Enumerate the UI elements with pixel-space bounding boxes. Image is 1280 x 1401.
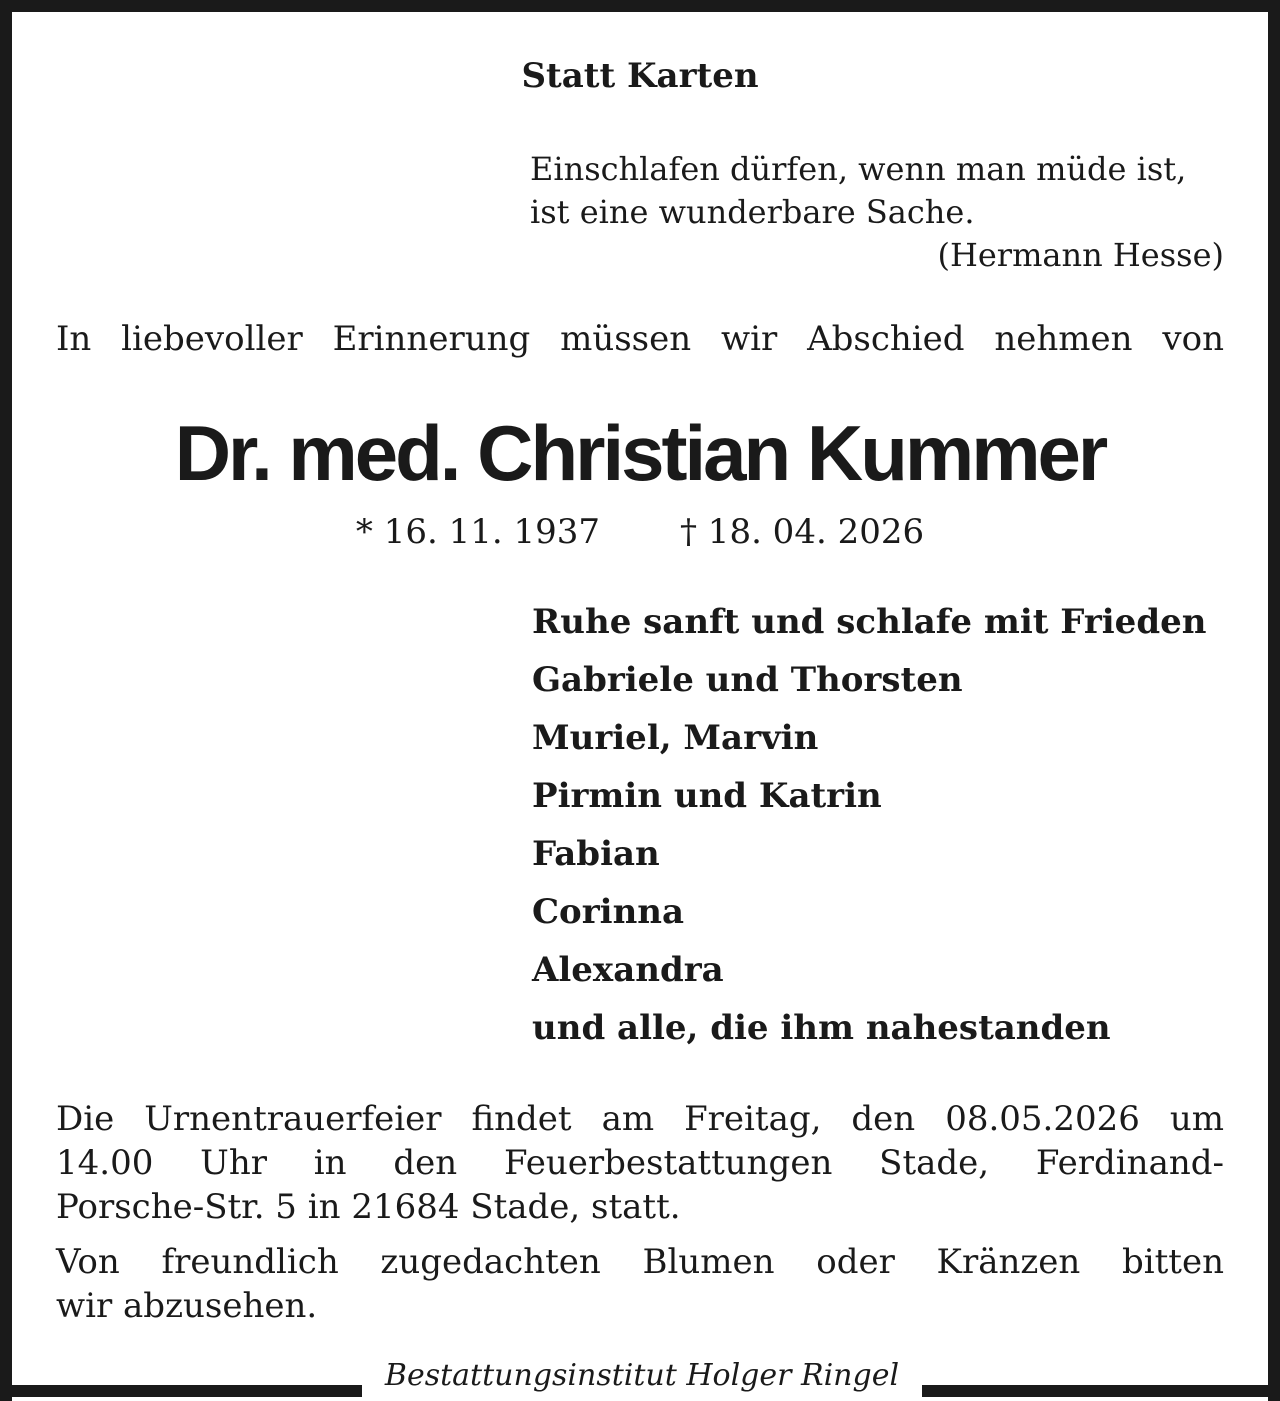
mourner-line: und alle, die ihm nahestanden: [532, 1008, 1111, 1048]
mourner-line: Pirmin und Katrin: [532, 776, 882, 816]
ceremony-line: Porsche-Str. 5 in 21684 Stade, statt.: [56, 1187, 681, 1227]
bottom-rule-left: [0, 1385, 362, 1397]
funeral-home-signature: Bestattungsinstitut Holger Ringel: [384, 1358, 900, 1393]
mourner-line: Muriel, Marvin: [532, 718, 819, 758]
quote-line: ist eine wunderbare Sache.: [530, 193, 975, 231]
flowers-request: [56, 1240, 1224, 1328]
mourners-list: [532, 598, 1232, 1062]
quote-block: [530, 148, 1224, 277]
ceremony-info: [56, 1097, 1224, 1229]
mourner-line: Ruhe sanft und schlafe mit Frieden: [532, 602, 1207, 642]
deceased-name: Dr. med. Christian Kummer: [174, 409, 1106, 497]
notice-header: Statt Karten: [521, 56, 759, 96]
mourner-line: Gabriele und Thorsten: [532, 660, 963, 700]
ceremony-line: Die Urnentrauerfeier findet am Freitag, den 08.05.2026 um: [56, 1099, 1224, 1139]
flowers-line: Von freundlich zugedachten Blumen oder Kränzen bitten: [56, 1242, 1224, 1282]
quote-line: Einschlafen dürfen, wenn man müde ist,: [530, 150, 1187, 188]
flowers-line: wir abzusehen.: [56, 1286, 318, 1326]
intro-text: In liebevoller Erinnerung müssen wir Abschied nehmen von: [56, 319, 1224, 359]
mourner-line: Fabian: [532, 834, 660, 874]
death-date: † 18. 04. 2026: [680, 512, 925, 552]
mourner-line: Alexandra: [532, 950, 724, 990]
mourner-line: Corinna: [532, 892, 685, 932]
bottom-rule-right: [922, 1385, 1280, 1397]
life-dates: [0, 510, 1280, 554]
birth-date: * 16. 11. 1937: [355, 512, 600, 552]
ceremony-line: 14.00 Uhr in den Feuerbestattungen Stade, Ferdinand-: [56, 1143, 1224, 1183]
quote-author: (Hermann Hesse): [937, 236, 1224, 274]
